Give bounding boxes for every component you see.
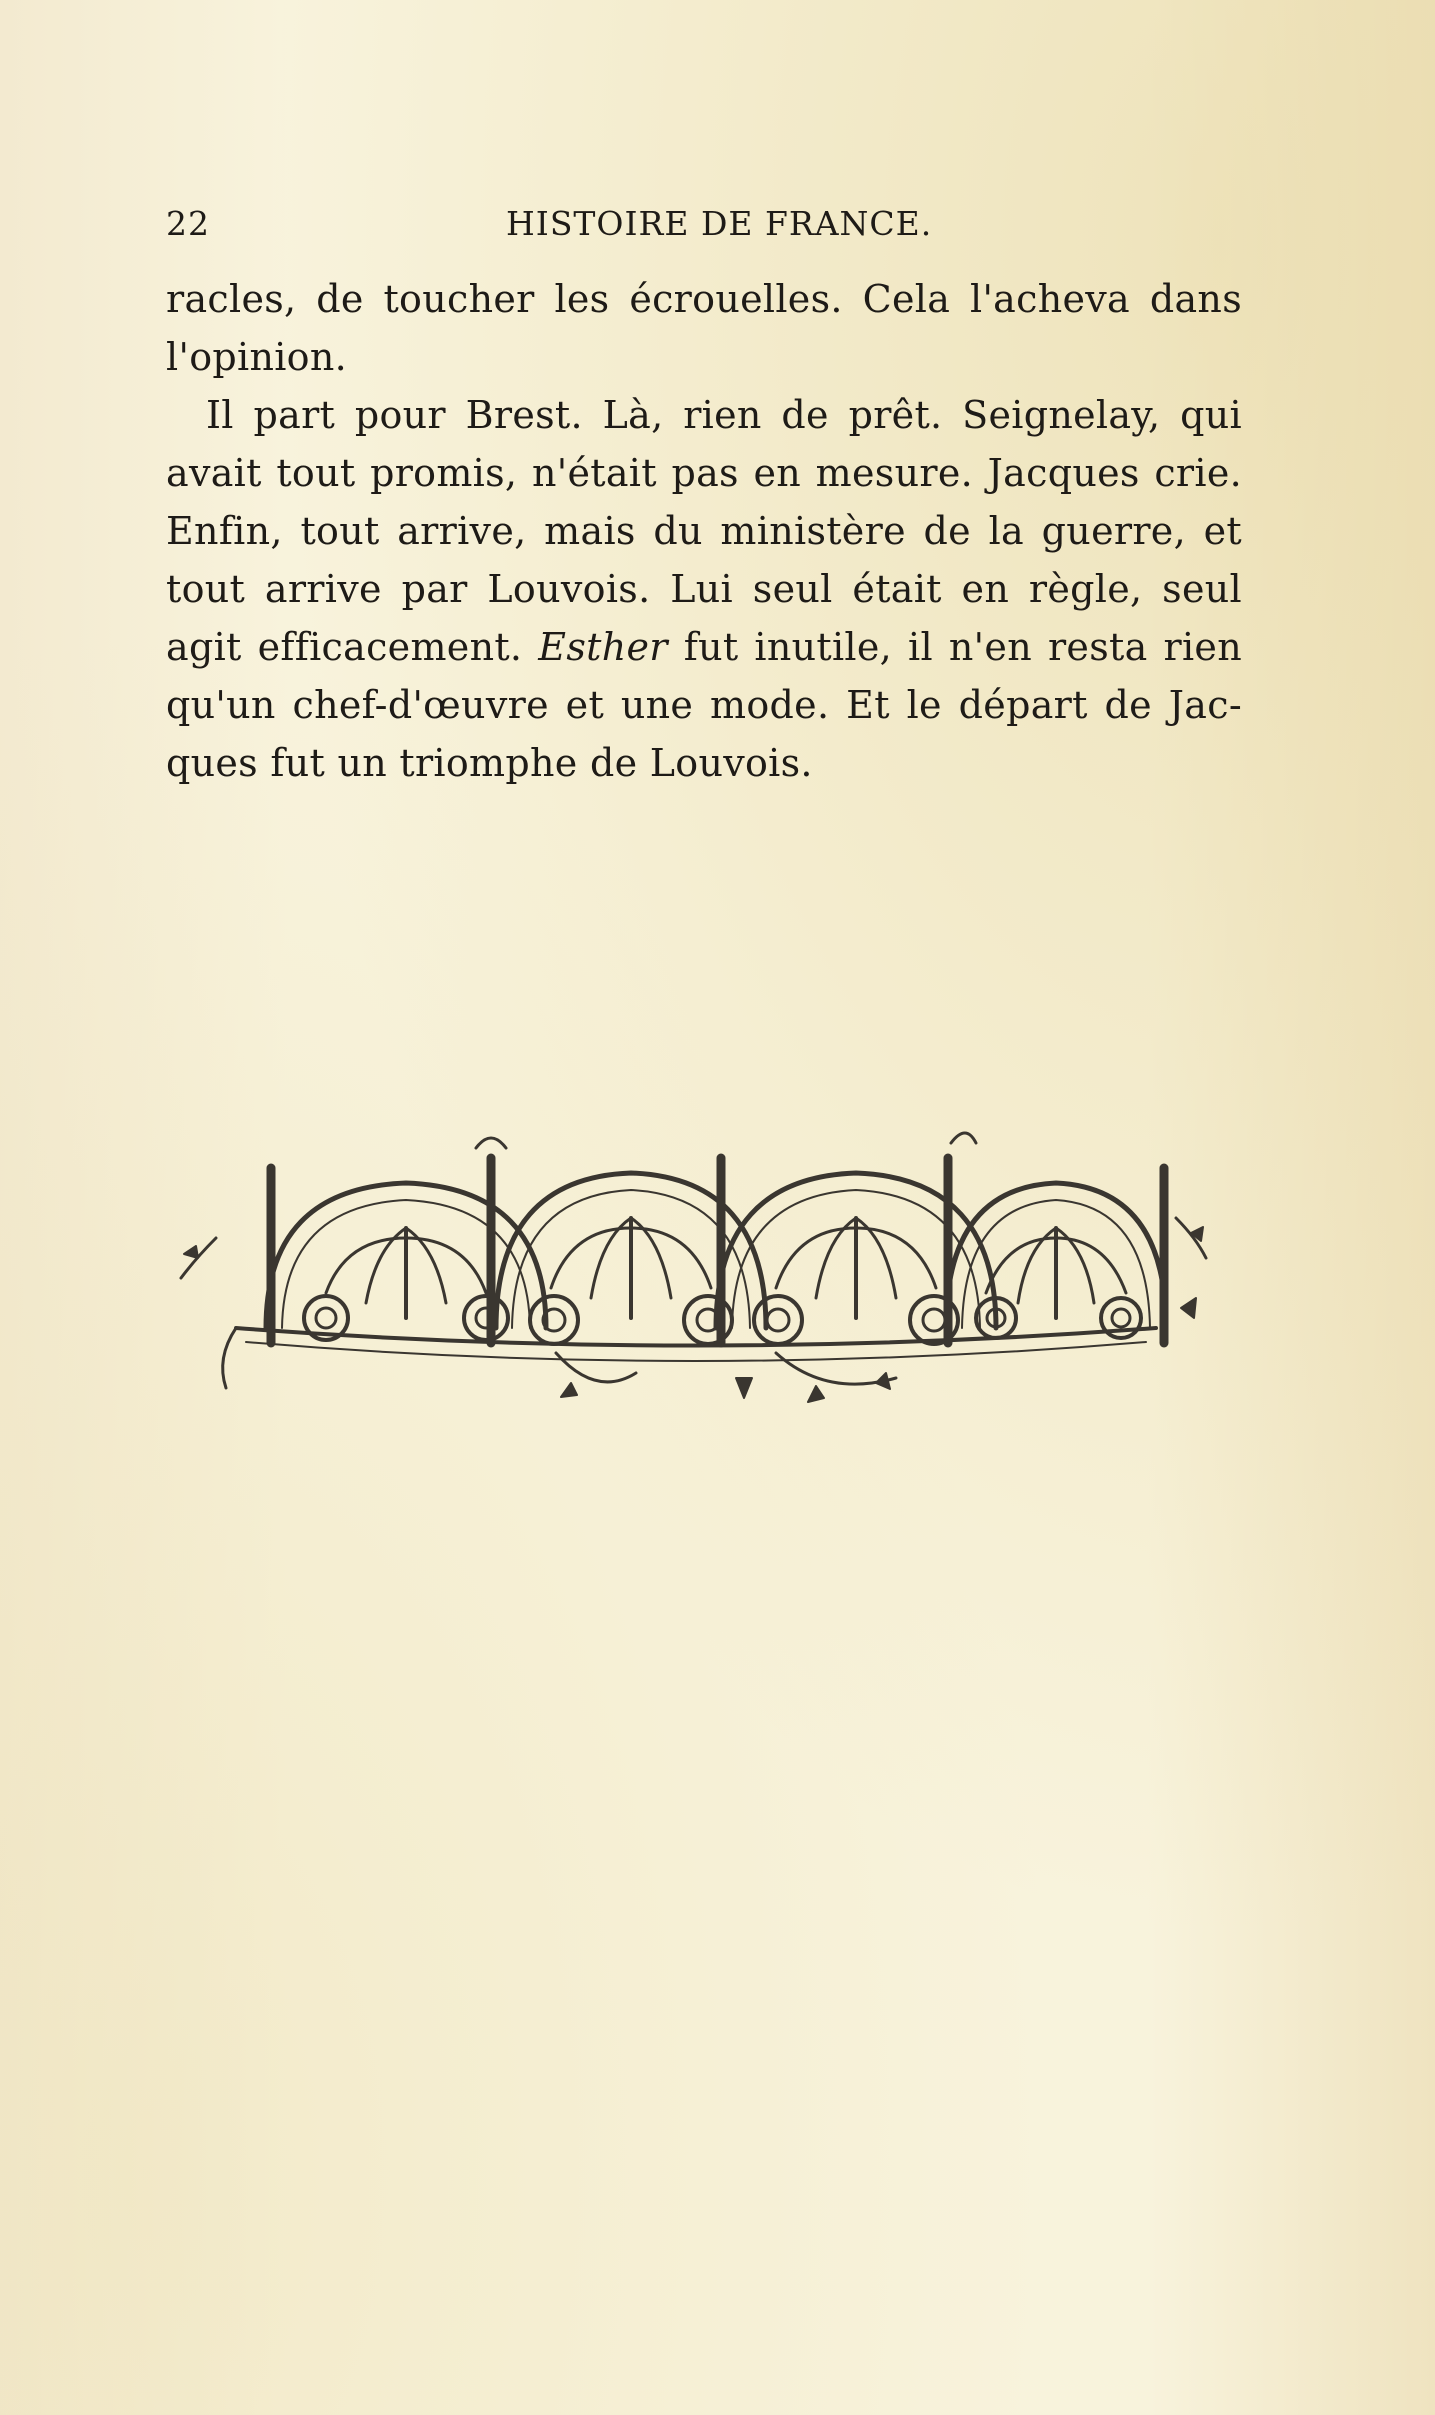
running-title: HISTOIRE DE FRANCE. bbox=[506, 204, 933, 243]
body-text bbox=[166, 270, 1242, 792]
text-line: Il part pour Brest. Là, rien de prêt. Seignelay, qui bbox=[206, 393, 1242, 437]
running-head bbox=[166, 204, 1242, 254]
text-line: ques fut un triomphe de Louvois. bbox=[166, 741, 813, 785]
text-line: l'opinion. bbox=[166, 335, 348, 379]
acanthus-palmette-ornament-icon bbox=[176, 1128, 1210, 1418]
text-segment: fut inutile, il n'en resta rien bbox=[667, 625, 1242, 669]
text-line: qu'un chef-d'œuvre et une mode. Et le départ de Jac- bbox=[166, 683, 1242, 727]
text-line: racles, de toucher les écrouelles. Cela l'acheva dans bbox=[166, 277, 1242, 321]
text-line: Enfin, tout arrive, mais du ministère de la guerre, et bbox=[166, 509, 1242, 553]
text-line: avait tout promis, n'était pas en mesure. Jacques crie. bbox=[166, 451, 1242, 495]
page-number: 22 bbox=[166, 204, 210, 243]
text-segment: agit efficacement. bbox=[166, 625, 539, 669]
text-line bbox=[166, 618, 1242, 676]
italic-title: Esther bbox=[538, 625, 668, 669]
text-line: tout arrive par Louvois. Lui seul était en règle, seul bbox=[166, 567, 1242, 611]
